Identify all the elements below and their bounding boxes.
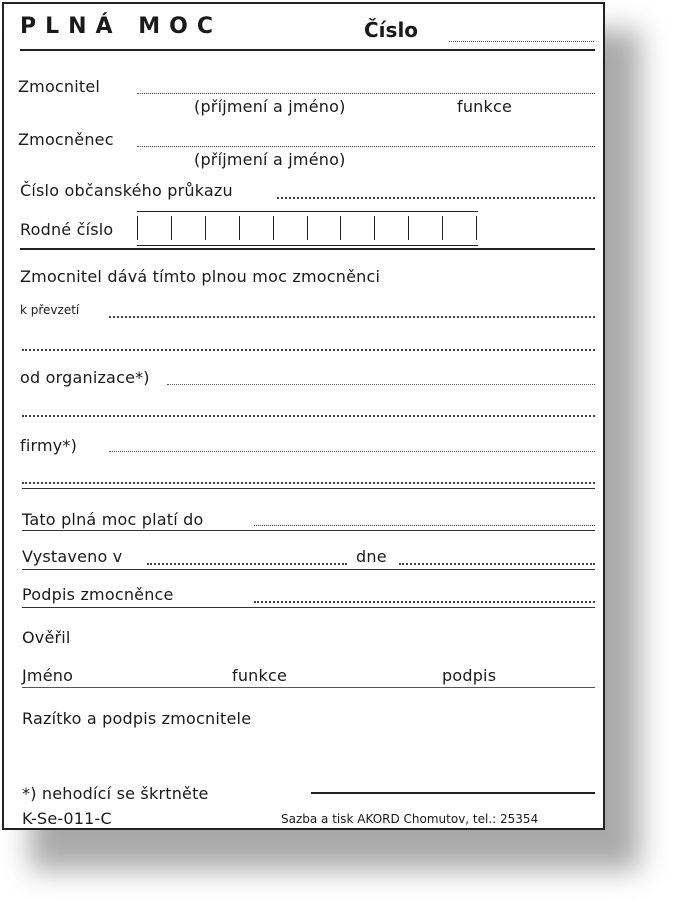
company-field-line-2[interactable]: [22, 482, 595, 484]
form-code: K-Se-011-C: [22, 809, 112, 828]
issued-rule: [22, 569, 595, 570]
id-card-label: Číslo občanského průkazu: [20, 181, 233, 200]
pickup-field-line-2[interactable]: [22, 349, 595, 351]
company-field[interactable]: [109, 451, 595, 452]
header-rule: [20, 49, 595, 51]
organization-label: od organizace*): [20, 368, 150, 387]
birth-number-cell-separator: [239, 216, 240, 240]
power-of-attorney-form: [2, 2, 605, 830]
valid-until-field[interactable]: [254, 525, 595, 526]
printer-info: Sazba a tisk AKORD Chomutov, tel.: 25354: [281, 812, 539, 826]
birth-number-cell-separator: [307, 216, 308, 240]
birth-number-cell-separator: [273, 216, 274, 240]
birth-number-label: Rodné číslo: [20, 220, 114, 239]
birth-number-cell-separator: [476, 216, 477, 240]
principal-label: Zmocnitel: [18, 77, 101, 96]
birth-number-rule: [20, 248, 595, 250]
grant-section-rule: [22, 488, 595, 489]
pickup-field[interactable]: [109, 316, 595, 318]
grant-statement: Zmocnitel dává tímto plnou moc zmocněnci: [20, 267, 381, 286]
valid-until-label: Tato plná moc platí do: [22, 510, 204, 529]
footnote: *) nehodící se škrtněte: [22, 784, 209, 803]
company-label: firmy*): [20, 436, 78, 455]
organization-field-line-2[interactable]: [22, 415, 595, 417]
verify-rule: [22, 687, 595, 688]
birth-number-cell-separator: [137, 216, 138, 240]
birth-number-cell-separator: [408, 216, 409, 240]
id-card-field[interactable]: [277, 197, 595, 199]
principal-hint-function: funkce: [457, 97, 513, 116]
issued-in-field[interactable]: [147, 563, 347, 565]
verify-signature-label: podpis: [442, 666, 497, 685]
stamp-signature-line[interactable]: [311, 792, 595, 794]
form-title: PLNÁ MOC: [20, 14, 222, 39]
number-field[interactable]: [449, 41, 594, 42]
number-label: Číslo: [364, 18, 419, 42]
birth-number-cell-separator: [171, 216, 172, 240]
verify-name-label: Jméno: [22, 666, 74, 685]
date-label: dne: [356, 547, 387, 566]
date-field[interactable]: [399, 563, 595, 565]
stamp-label: Razítko a podpis zmocnitele: [22, 709, 252, 728]
organization-field[interactable]: [167, 384, 595, 385]
birth-number-cell-separator: [374, 216, 375, 240]
pickup-label: k převzetí: [20, 303, 80, 317]
valid-until-rule: [22, 530, 595, 531]
verified-label: Ověřil: [22, 628, 71, 647]
agent-signature-rule: [22, 607, 595, 608]
agent-signature-field[interactable]: [254, 601, 595, 603]
birth-number-cell-separator: [205, 216, 206, 240]
agent-label: Zmocněnec: [18, 130, 114, 149]
agent-hint-name: (příjmení a jméno): [194, 150, 346, 169]
birth-number-cell-separator: [442, 216, 443, 240]
principal-field[interactable]: [137, 93, 595, 94]
birth-number-cell-separator: [340, 216, 341, 240]
issued-in-label: Vystaveno v: [22, 547, 123, 566]
agent-signature-label: Podpis zmocněnce: [22, 585, 174, 604]
principal-hint-name: (příjmení a jméno): [194, 97, 346, 116]
verify-function-label: funkce: [232, 666, 288, 685]
birth-number-grid[interactable]: [137, 211, 478, 246]
agent-field[interactable]: [137, 146, 595, 147]
